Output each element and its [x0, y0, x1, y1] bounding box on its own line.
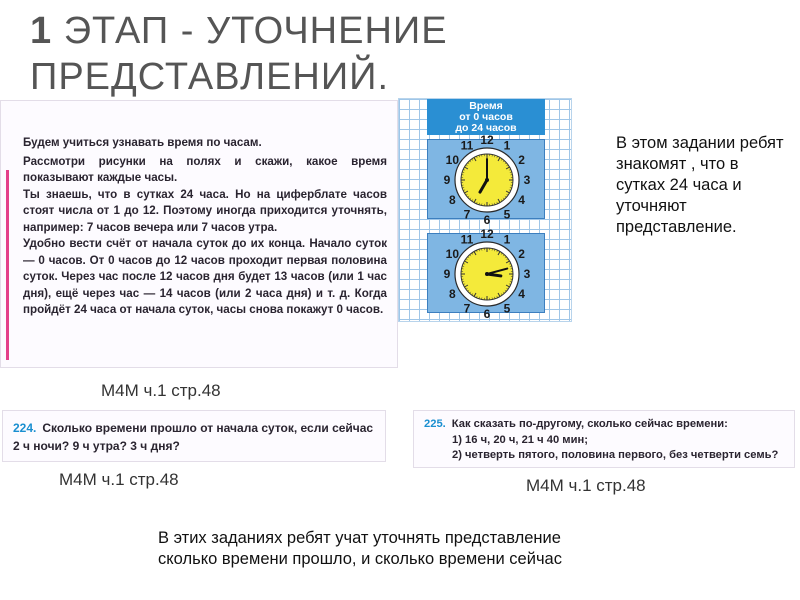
note-right: В этом задании ребят знакомят , что в сутках 24 часа и уточняют представление.: [616, 134, 784, 236]
clock-numeral: 2: [518, 247, 525, 261]
task-text-224: Сколько времени прошло от начала суток, если сейчас 2 ч ночи? 9 ч утра? 3 ч дня?: [13, 421, 374, 453]
clock-header-line1: Время: [469, 100, 503, 112]
clock-numeral: 5: [503, 207, 511, 222]
clock-numeral: 3: [523, 173, 531, 187]
clock-numeral: 5: [503, 301, 511, 316]
clock-figure: [398, 98, 572, 322]
clock-numeral: 9: [443, 173, 451, 187]
clock-numeral: 2: [518, 153, 525, 167]
clock-numeral: 8: [449, 287, 456, 301]
clock-numeral: 1: [503, 232, 511, 247]
textbook-excerpt-1: [0, 100, 398, 368]
task-number-224: 224.: [13, 421, 37, 435]
clock-numeral: 12: [480, 227, 494, 241]
textbook-task-225: [413, 410, 795, 468]
clock-numeral: 7: [463, 207, 471, 222]
clock-numeral: 4: [518, 287, 525, 301]
task-number-225: 225.: [424, 418, 446, 430]
excerpt-paragraph-3: Ты знаешь, что в сутках 24 часа. Но на циферблате часов стоят числа от 1 до 12. Поэтому иногда приходится уточнять, например: 7 часов вечера или 7 часов утра.: [23, 187, 387, 234]
source-label-3: М4М ч.1 стр.48: [526, 476, 646, 495]
clock-header-line3: до 24 часов: [455, 122, 517, 134]
excerpt-paragraph-4: Удобно вести счёт от начала суток до их конца. Начало суток — 0 часов. От 0 часов до 12 часов проходит первая половина суток. Через час после 12 часов дня будет 13 часов (или 1 час дня), ещё через час — 14 часов (или 2 часа дня) и т. д. Когда пройдёт 24 часа от начала суток, часы снова покажут 0 часов.: [23, 237, 387, 316]
clock-numeral: 11: [460, 232, 474, 247]
title-line2: ПРЕДСТАВЛЕНИЙ.: [30, 56, 390, 98]
source-label-2: М4М ч.1 стр.48: [59, 470, 179, 489]
title-number: 1: [30, 10, 53, 52]
title-line1: ЭТАП - УТОЧНЕНИЕ: [52, 10, 448, 52]
clock-numeral: 11: [460, 138, 474, 153]
clock-numeral: 12: [480, 133, 494, 147]
note-bottom: В этих заданиях ребят учат уточнять представление сколько времени прошло, и сколько времени сейчас: [158, 529, 562, 568]
clock-numeral: 9: [443, 267, 451, 281]
excerpt-paragraph-2: Рассмотри рисунки на полях и скажи, какое время показывают каждые часы.: [23, 154, 387, 184]
clock-numeral: 7: [463, 301, 471, 316]
textbook-task-224: [2, 410, 386, 462]
clock-numeral: 1: [503, 138, 511, 153]
task-225-line3: 2) четверть пятого, половина первого, без четверти семь?: [452, 449, 779, 461]
task-225-line2: 1) 16 ч, 20 ч, 21 ч 40 мин;: [452, 433, 588, 446]
clock-numeral: 8: [449, 193, 456, 207]
clock-numeral: 6: [483, 307, 491, 321]
clock-numeral: 10: [445, 247, 460, 261]
clock-numeral: 4: [518, 193, 525, 207]
clock-header-line2: от 0 часов: [459, 111, 513, 123]
task-225-line1: Как сказать по-другому, сколько сейчас времени:: [451, 418, 728, 430]
source-label-1: М4М ч.1 стр.48: [101, 381, 221, 400]
excerpt-paragraph-1: Будем учиться узнавать время по часам.: [23, 136, 262, 149]
clock-numeral: 3: [523, 267, 531, 281]
page-title: [30, 8, 630, 100]
pink-margin-bar: [6, 170, 9, 360]
clock-faces: [399, 99, 571, 321]
clock-numeral: 10: [445, 153, 460, 167]
clock-numeral: 6: [483, 213, 491, 227]
